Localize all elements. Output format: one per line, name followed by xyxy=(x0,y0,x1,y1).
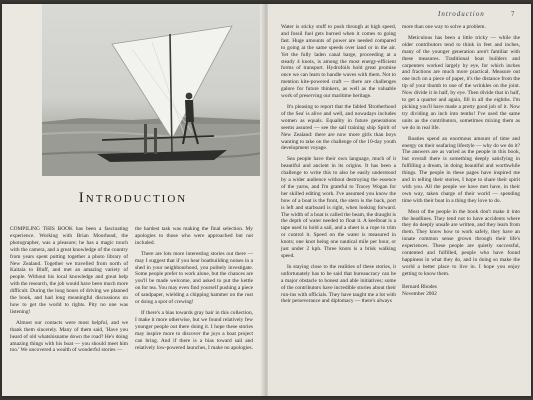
signature-name: Bernard Rhodes xyxy=(402,283,437,290)
paragraph: more than one way to solve a problem. xyxy=(402,24,486,30)
paragraph: Water is sticky stuff to push through at high speed, and fossil fuel gets burned when it comes to going fast. Huge amounts of power are needed compared to going at the same speeds over land or in the air. Yet the fully laden canal barge, proceeding at a steady 4 knots, is among the most energy-efficient forms of transport. Hydrofoils hold great promise once we can learn to handle waves with them. Not to mention kite-powered craft — there are challenges galore for future thinkers, as well as the valuable work of preserving our maritime heritage. xyxy=(281,24,396,100)
right-page xyxy=(268,4,531,396)
paragraph: If there's a bias towards gray hair in this collection, I make it more otherwise, but we found relatively few younger people out there doing it. I hope these stories may inspire more to discover the joys a boat project can bring. And if there is a bias toward sail and relatively low-powered launches, I make no apologies. xyxy=(135,309,253,351)
paragraph: Sea people have their own language, much of it beautiful and ancient in its origins. It has been a challenge to write this to also be easily understood by a wider audience without destroying the essence of the yarns, and I'm grateful to Tracey Wogan for her skilled editing work. I've assumed you know the bow of a boat is the front, the stern is the back, port is left and starboard is right, when looking forward. The width of a boat is called the beam, the draught is the depth of water needed to float it. A keelboat is a tape used to hold a sail, and a sheet is a rope to trim or control it. Speed on the water is measured in knots; one knot being one nautical mile per hour, or just under 2 kph. Three knots is a brisk walking speed. xyxy=(281,156,396,259)
signature-date: November 2002 xyxy=(402,290,437,297)
book-spread xyxy=(2,4,531,396)
right-column-1 xyxy=(281,24,396,309)
paragraph: It's pleasing to report that the fabled 'Brotherhood of the Sea' is alive and well, and nowadays includes women as equals. Equality in future generations seems assured — see the sail training ship Spirit of New Zealand: there are now more girls than boys wanting to take on the challenge of the 10-day youth development voyage. xyxy=(281,103,396,152)
paragraph: In staying close to the realities of these stories, it unfortunately has to be said that bureaucracy can be a major obstacle to honest and able initiatives; some of the contributors have incredible stories about their run-ins with officials. They have taught me a lot with their perseverance and diplomacy — there's always xyxy=(281,263,396,305)
sailboat-illustration xyxy=(42,4,262,176)
paragraph: COMPILING THIS BOOK has been a fascinating experience. Working with Brian Moorhead, the photographer, was a pleasure; he has a magic touch with the camera, and a great knowledge of the country from years spent putting together a photo library of New Zealand. Together we travelled from north of Kaitaia to Bluff, and met an amazing variety of people. Without his local knowledge and great help with the research, the job would have been much more difficult. During the long hours of driving we planned the book, and had long meaningful discussions on how to get the world to rights. Pity no one was listening! xyxy=(10,226,128,315)
paragraph: Meticulous has been a little tricky — while the older contributors tend to think in feet and inches, many of the younger generation aren't familiar with these measures. Traditional boat builders and carpenters worked largely by eye, for which inches and fractions are much more practical. Measure out one inch on a piece of paper, it's the distance from the tip of your thumb to one of the wrinkles on the joint. Now divide it in half, by eye. Then divide that in half, to get a quarter and again, fill in all the eighths. I'm picking you'll have made a pretty good job of it. Now try dividing an inch into tenths! I've used the same units as the contributors, sometimes mixing them as we do in real life. xyxy=(402,34,520,131)
right-column-2 xyxy=(402,24,520,298)
signature-block xyxy=(402,284,520,298)
paragraph: Almost our contacts were most helpful, and we thank them sincerely. Many of them said, 'Have you heard of old whatshisname down the road? He's doing amazing things with his boat — you should meet him too.' We uncovered a wealth of wonderful stories — xyxy=(10,319,128,354)
chapter-heading: Introduction xyxy=(78,190,188,206)
paragraph: Boaties spend an enormous amount of time and energy on their seafaring lifestyle — why do we do it? The answers are as varied as the people in this book, but overall there is something deeply satisfying in fulfilling a dream, in doing beautiful and worthwhile things. The people in these pages have inspired me and in telling their stories, I hope to share their spirit with you. All the people we have met have, in their own way, taken charge of their world — spending time with their boat in a thing they love to do. xyxy=(402,135,520,204)
paragraph: There are lots more interesting stories out there — may I suggest that if you hear boatbuilding noises in a shed in your neighbourhood, you politely investigate. Some people prefer to work alone, but the chances are you'll be made welcome, and asked to put the kettle on for tea. You may even find yourself pushing a piece of sandpaper, wielding a chipping hammer on the rust or doing a spot of crewing! xyxy=(135,250,253,306)
page-number: 7 xyxy=(511,10,515,18)
paragraph: Most of the people in the book don't make it into the headlines. They tend not to have accidents where they do deeply unsafe are written, and they learn from them. They know how to work safely, they have an innate common sense grown through their life's experiences. These people are quietly successful, contented and fulfilled, people who have found happiness in what they do, and in doing so make the world a better place to live in. I hope you enjoy getting to know them. xyxy=(402,208,520,277)
left-column-2 xyxy=(135,226,253,355)
running-head: Introduction xyxy=(438,10,485,18)
paragraph: the hardest task was making the final selection. My apologies to those who were approached but not included. xyxy=(135,226,253,246)
sailboat-photo xyxy=(42,4,262,176)
left-page xyxy=(2,4,264,396)
left-column-1 xyxy=(10,226,128,358)
